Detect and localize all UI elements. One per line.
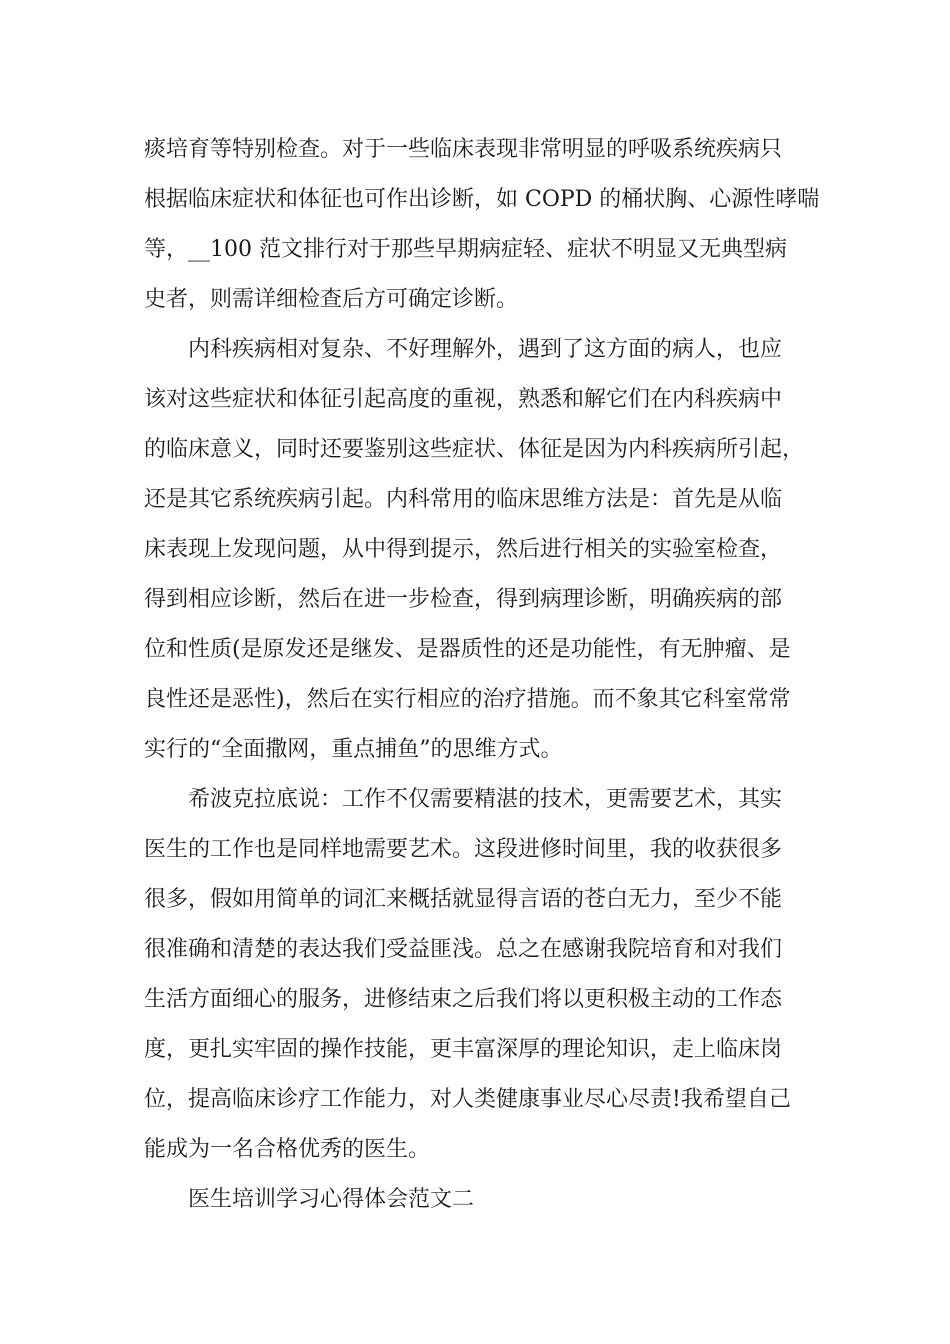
section-title: 医生培训学习心得体会范文二 xyxy=(188,1187,475,1212)
text-line: 得到相应诊断，然后在进一步检查，得到病理诊断，明确疾病的部 xyxy=(144,587,783,612)
paragraph-3 xyxy=(144,775,820,1175)
paragraph-2 xyxy=(144,325,820,775)
paragraph-1 xyxy=(144,125,820,325)
text-line: 能成为一名合格优秀的医生。 xyxy=(144,1137,431,1162)
text-line: 希波克拉底说：工作不仅需要精湛的技术，更需要艺术，其实 xyxy=(188,787,783,812)
text-line: 生活方面细心的服务，进修结束之后我们将以更积极主动的工作态 xyxy=(144,987,783,1012)
text-line: 该对这些症状和体征引起高度的重视，熟悉和解它们在内科疾病中 xyxy=(144,387,783,412)
text-line: 的临床意义，同时还要鉴别这些症状、体征是因为内科疾病所引起， xyxy=(144,437,805,462)
text-line: 等，__100 范文排行对于那些早期病症轻、症状不明显又无典型病 xyxy=(144,237,787,262)
text-line: 内科疾病相对复杂、不好理解外，遇到了这方面的病人，也应 xyxy=(188,337,783,362)
text-line: 还是其它系统疾病引起。内科常用的临床思维方法是：首先是从临 xyxy=(144,487,783,512)
text-line: 良性还是恶性)，然后在实行相应的治疗措施。而不象其它科室常常 xyxy=(144,687,791,712)
document-body xyxy=(144,125,820,1225)
text-line: 很多，假如用简单的词汇来概括就显得言语的苍白无力，至少不能 xyxy=(144,887,783,912)
text-line: 根据临床症状和体征也可作出诊断，如 COPD 的桶状胸、心源性哮喘 xyxy=(144,187,820,212)
text-line: 史者，则需详细检查后方可确定诊断。 xyxy=(144,287,519,312)
text-line: 床表现上发现问题，从中得到提示，然后进行相关的实验室检查， xyxy=(144,537,783,562)
text-line: 痰培育等特别检查。对于一些临床表现非常明显的呼吸系统疾病只 xyxy=(144,137,783,162)
text-line: 医生的工作也是同样地需要艺术。这段进修时间里，我的收获很多 xyxy=(144,837,783,862)
text-line: 位，提高临床诊疗工作能力，对人类健康事业尽心尽责!我希望自己 xyxy=(144,1087,791,1112)
text-line: 度，更扎实牢固的操作技能，更丰富深厚的理论知识，走上临床岗 xyxy=(144,1037,783,1062)
section-heading xyxy=(144,1175,820,1225)
text-line: 很准确和清楚的表达我们受益匪浅。总之在感谢我院培育和对我们 xyxy=(144,937,783,962)
text-line: 位和性质(是原发还是继发、是器质性的还是功能性，有无肿瘤、是 xyxy=(144,637,791,662)
text-line: 实行的“全面撒网，重点捕鱼”的思维方式。 xyxy=(144,737,563,762)
